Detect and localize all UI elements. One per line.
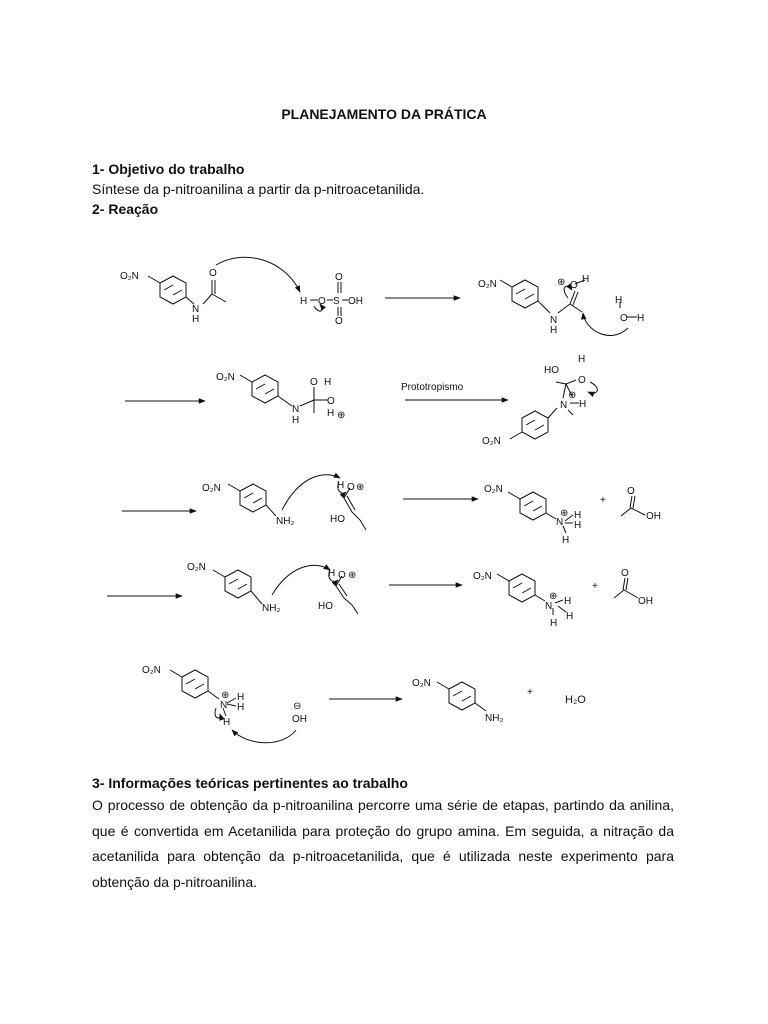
chem-label: ⊖ xyxy=(293,701,302,712)
chem-label: H xyxy=(637,313,645,324)
curved-arrow xyxy=(232,730,296,743)
chem-label: N xyxy=(220,700,228,711)
chem-label: + xyxy=(592,581,598,592)
chem-label: ⊕ xyxy=(337,410,346,421)
benzene-ring xyxy=(512,280,538,308)
chem-label: H xyxy=(566,611,574,622)
prototropism-label: Prototropismo xyxy=(401,382,464,393)
chem-label: OH xyxy=(348,296,363,307)
benzene-ring xyxy=(520,492,546,520)
chem-label: O₂N xyxy=(187,562,206,573)
chem-label: O xyxy=(570,280,578,291)
reaction-scheme xyxy=(0,220,768,775)
chem-label: NH₂ xyxy=(485,713,504,724)
chem-label: ⊕ xyxy=(221,690,230,701)
chem-label: O₂N xyxy=(216,372,235,383)
chem-label: H xyxy=(582,274,590,285)
chem-label: ⊕ xyxy=(356,482,365,493)
chem-label: O₂N xyxy=(202,483,221,494)
chem-label: O xyxy=(209,268,217,279)
section-3-paragraph: O processo de obtenção da p-nitroanilina percorre uma série de etapas, partindo da anilina, que é convertida em Acetanilida para proteção do grupo amina. Em seguida, a nitração da acetanilida para obtenção da p-nitroacetanilida, que é utilizada neste experimento para obtenção da p-nitroanilina. xyxy=(92,797,674,890)
chem-label: OH xyxy=(646,511,661,522)
chem-label: H xyxy=(579,399,587,410)
chem-label: N xyxy=(292,404,300,415)
chem-label: H xyxy=(615,295,623,306)
chem-label: O xyxy=(318,296,326,307)
chem-label: H xyxy=(292,415,300,426)
chem-label: H xyxy=(578,354,586,365)
chem-label: H xyxy=(192,314,200,325)
chem-label: HO xyxy=(330,514,345,525)
chem-label: O xyxy=(627,486,635,497)
chem-label: OH xyxy=(292,714,307,725)
section-2-heading: 2- Reação xyxy=(92,201,159,217)
benzene-ring xyxy=(509,574,535,602)
chem-label: H xyxy=(300,296,308,307)
benzene-ring xyxy=(449,682,475,710)
chem-label: O xyxy=(621,568,629,579)
chem-label: N xyxy=(192,304,200,315)
chem-label: O₂N xyxy=(478,279,497,290)
chem-label: O₂N xyxy=(482,436,501,447)
chem-label: N xyxy=(545,601,553,612)
chem-label: O₂N xyxy=(142,665,161,676)
chem-label: O xyxy=(620,313,628,324)
section-1-text: Síntese da p-nitroanilina a partir da p-nitroacetanilida. xyxy=(92,181,425,197)
benzene-ring xyxy=(182,670,208,698)
chem-label: NH₂ xyxy=(276,516,295,527)
chem-label: O₂N xyxy=(412,678,431,689)
chem-label: H xyxy=(550,618,558,629)
chem-label: H xyxy=(223,717,231,728)
chem-label: HO xyxy=(544,365,559,376)
chem-label: HO xyxy=(318,601,333,612)
benzene-ring xyxy=(225,570,251,598)
chem-label: H₂O xyxy=(565,694,586,706)
chem-label: H xyxy=(564,596,572,607)
chem-label: O xyxy=(578,375,586,386)
chem-label: N xyxy=(550,315,558,326)
chem-label: H xyxy=(237,692,245,703)
benzene-ring xyxy=(160,276,186,304)
chem-label: O xyxy=(347,482,355,493)
chem-label: ⊕ xyxy=(549,591,558,602)
curved-arrow xyxy=(282,475,340,510)
benzene-ring xyxy=(252,375,278,403)
chem-label: O₂N xyxy=(484,484,503,495)
chem-label: O xyxy=(335,316,343,327)
benzene-ring xyxy=(522,411,548,439)
chem-label: H xyxy=(574,520,582,531)
chem-label: H xyxy=(562,535,570,546)
chem-label: N xyxy=(556,517,564,528)
curved-arrow xyxy=(272,565,330,595)
chem-label: ⊕ xyxy=(348,570,357,581)
section-3-heading: 3- Informações teóricas pertinentes ao trabalho xyxy=(92,775,408,791)
chem-label: + xyxy=(600,495,606,506)
chem-label: ⊕ xyxy=(568,390,577,401)
chem-label: ⊕ xyxy=(557,277,566,288)
chem-label: H xyxy=(550,325,558,336)
chem-label: S xyxy=(333,296,340,307)
chem-label: NH₂ xyxy=(262,603,281,614)
chem-label: H xyxy=(237,702,245,713)
chem-label: H xyxy=(324,377,332,388)
chem-label: H xyxy=(574,510,582,521)
chem-label: O xyxy=(310,377,318,388)
chem-label: ⊕ xyxy=(560,508,569,519)
chem-label: N xyxy=(560,400,568,411)
chem-label: O₂N xyxy=(120,271,139,282)
chem-label: H xyxy=(328,568,336,579)
chem-label: OH xyxy=(638,596,653,607)
chem-label: O xyxy=(338,570,346,581)
chem-label: + xyxy=(527,687,533,698)
chem-label: H xyxy=(337,480,345,491)
chem-label: O xyxy=(327,396,335,407)
section-1-heading: 1- Objetivo do trabalho xyxy=(92,161,245,177)
chem-label: O₂N xyxy=(473,571,492,582)
curved-arrow xyxy=(216,257,300,292)
chem-label: O xyxy=(335,272,343,283)
benzene-ring xyxy=(240,484,266,512)
page-title: PLANEJAMENTO DA PRÁTICA xyxy=(281,106,487,122)
chem-label: H xyxy=(327,408,335,419)
